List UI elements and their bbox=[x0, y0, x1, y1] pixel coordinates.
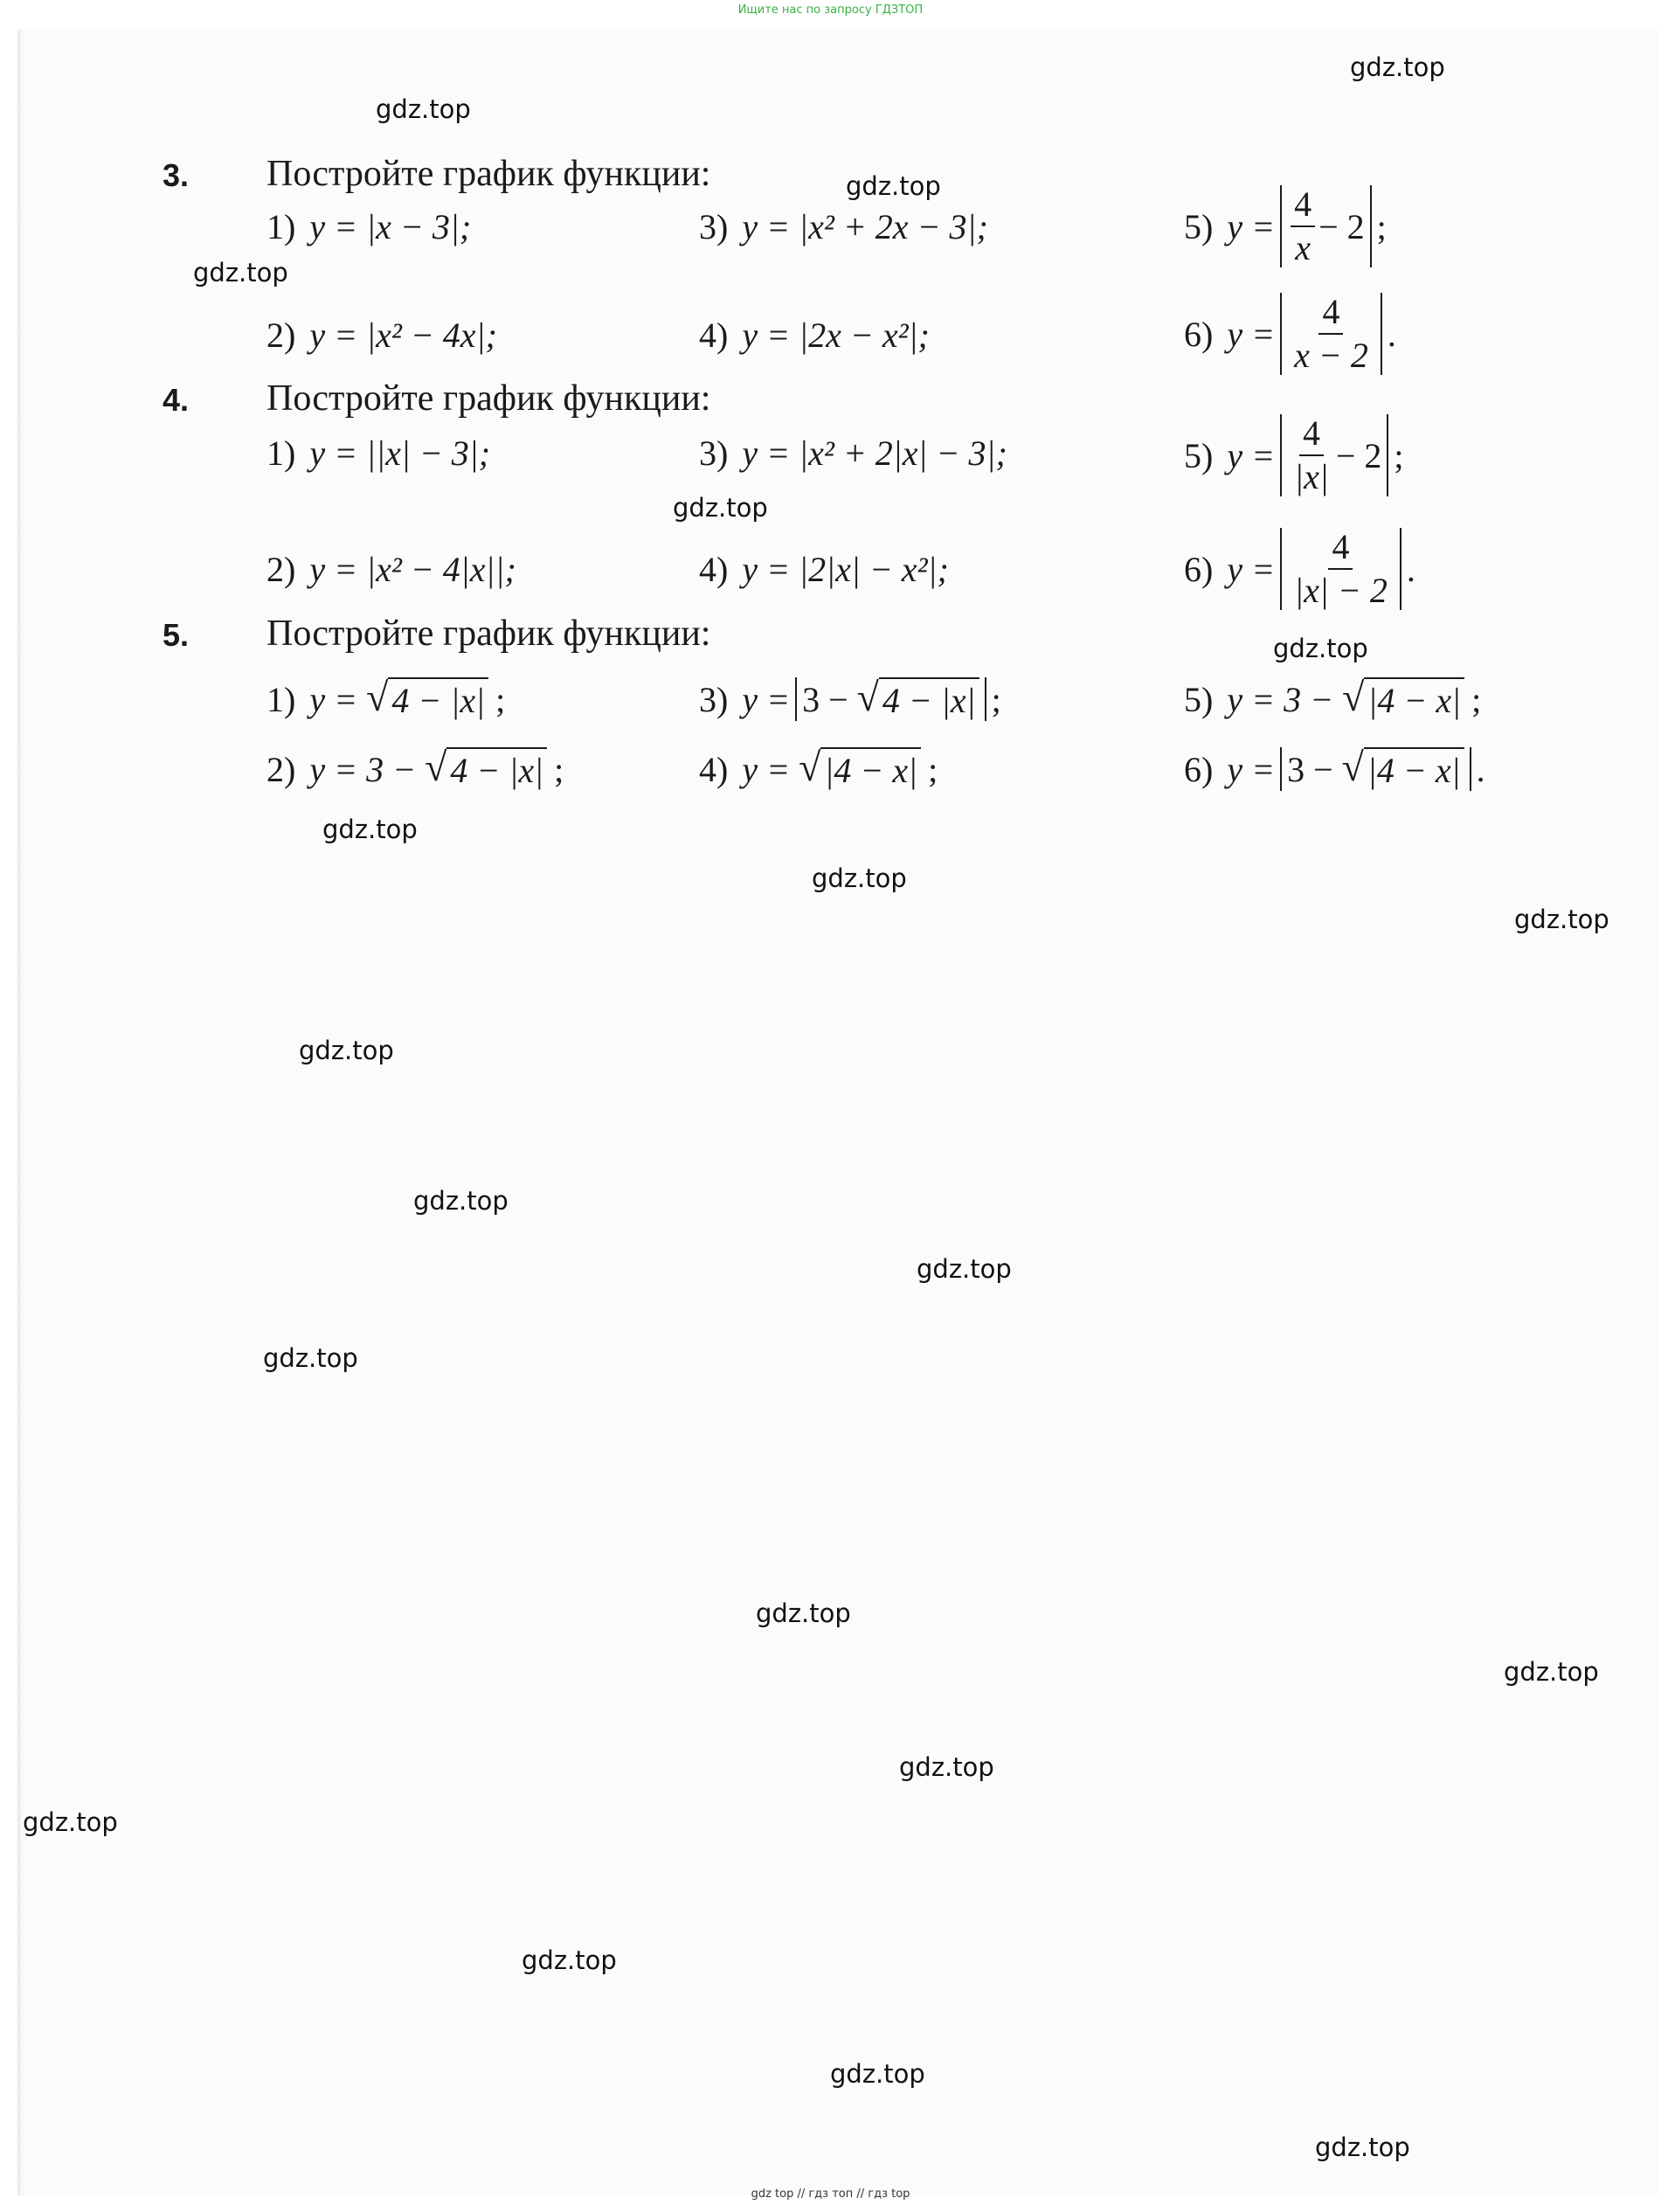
fraction: $\frac{4}{x - 2}$ bbox=[1294, 292, 1368, 375]
formula-item: 3) y = |x² + 2x − 3|; bbox=[699, 207, 988, 246]
watermark: gdz.top bbox=[917, 1254, 1012, 1284]
watermark: gdz.top bbox=[376, 94, 471, 124]
watermark: gdz.top bbox=[756, 1598, 851, 1628]
square-root: √ |4 − x| bbox=[1342, 747, 1464, 791]
watermark: gdz.top bbox=[899, 1752, 994, 1782]
absolute-value: 3 − √ 4 − |x| bbox=[795, 677, 986, 721]
watermark: gdz.top bbox=[1514, 905, 1609, 934]
page-binding-edge bbox=[17, 30, 23, 2195]
square-root: √ |4 − x| bbox=[799, 747, 921, 791]
absolute-value: $\frac{4}{x}$ − 2 bbox=[1280, 185, 1372, 267]
watermark: gdz.top bbox=[830, 2059, 925, 2089]
footer-text: gdz top // гдз топ // гдз top bbox=[751, 2188, 910, 2201]
watermark: gdz.top bbox=[673, 493, 768, 523]
formula-item: 1) y = √ 4 − |x| ; bbox=[266, 675, 506, 720]
task-number: 3. bbox=[163, 157, 190, 193]
formula-item: 4) y = √ |4 − x| ; bbox=[699, 745, 938, 790]
search-hint: Ищите нас по запросу ГДЗТОП bbox=[737, 3, 924, 17]
watermark: gdz.top bbox=[263, 1343, 358, 1373]
square-root: √ 4 − |x| bbox=[366, 677, 488, 721]
formula-item: 3) y = |x² + 2|x| − 3|; bbox=[699, 433, 1007, 473]
watermark: gdz.top bbox=[812, 863, 907, 893]
absolute-value: 3 − √ |4 − x| bbox=[1280, 747, 1471, 791]
square-root: √ 4 − |x| bbox=[425, 747, 547, 791]
task-heading: Постройте график функции: bbox=[266, 154, 711, 194]
watermark: gdz.top bbox=[413, 1186, 509, 1216]
watermark: gdz.top bbox=[299, 1036, 394, 1065]
watermark: gdz.top bbox=[193, 258, 288, 288]
formula-item: 1) y = |x − 3|; bbox=[266, 207, 472, 246]
formula-item: 6) y = $\frac{4}{|x| - 2}$ . bbox=[1184, 527, 1415, 610]
square-root: √ 4 − |x| bbox=[857, 677, 979, 721]
task-number: 5. bbox=[163, 617, 190, 653]
task-heading: Постройте график функции: bbox=[266, 614, 711, 654]
formula-item: 5) y = $\frac{4}{x}$ − 2 ; bbox=[1184, 184, 1387, 267]
watermark: gdz.top bbox=[1504, 1657, 1599, 1687]
formula-item: 5) y = 3 − √ |4 − x| ; bbox=[1184, 675, 1482, 720]
formula-item: 2) y = |x² − 4|x||; bbox=[266, 550, 516, 589]
formula-item: 6) y = 3 − √ |4 − x| . bbox=[1184, 745, 1485, 790]
watermark: gdz.top bbox=[1350, 52, 1445, 82]
fraction: $\frac{4}{|x|}$ bbox=[1294, 413, 1329, 496]
formula-item: 5) y = $\frac{4}{|x|}$ − 2 ; bbox=[1184, 413, 1404, 496]
formula-item: 2) y = |x² − 4x|; bbox=[266, 316, 497, 355]
absolute-value: $\frac{4}{|x|}$ − 2 bbox=[1280, 414, 1388, 496]
watermark: gdz.top bbox=[23, 1807, 118, 1837]
formula-item: 4) y = |2x − x²|; bbox=[699, 316, 930, 355]
fraction: $\frac{4}{x}$ bbox=[1291, 185, 1315, 267]
absolute-value bbox=[1280, 293, 1382, 375]
fraction: $\frac{4}{|x| - 2}$ bbox=[1294, 527, 1388, 610]
watermark: gdz.top bbox=[522, 1945, 617, 1975]
task-number: 4. bbox=[163, 382, 190, 418]
square-root: √ |4 − x| bbox=[1342, 677, 1464, 721]
task-heading: Постройте график функции: bbox=[266, 378, 711, 419]
formula-item: 2) y = 3 − √ 4 − |x| ; bbox=[266, 745, 564, 790]
watermark: gdz.top bbox=[1315, 2132, 1410, 2162]
absolute-value bbox=[1280, 528, 1401, 610]
formula-item: 6) y = $\frac{4}{x - 2}$ . bbox=[1184, 292, 1396, 375]
watermark: gdz.top bbox=[846, 171, 941, 201]
watermark: gdz.top bbox=[1273, 634, 1368, 663]
formula-item: 1) y = ||x| − 3|; bbox=[266, 433, 491, 473]
watermark: gdz.top bbox=[322, 815, 418, 844]
formula-item: 4) y = |2|x| − x²|; bbox=[699, 550, 949, 589]
formula-item: 3) y = 3 − √ 4 − |x| ; bbox=[699, 675, 1001, 720]
